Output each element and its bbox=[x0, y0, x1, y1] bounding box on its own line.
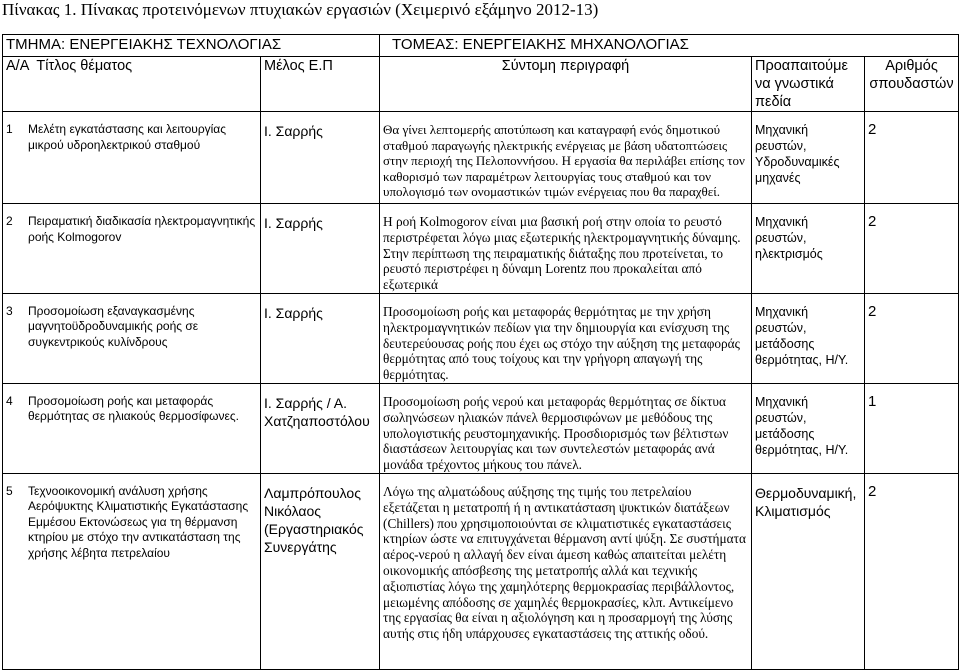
table-caption: Πίνακας 1. Πίνακας προτεινόμενων πτυχιακών εργασιών (Χειμερινό εξάμηνο 2012-13) bbox=[2, 0, 599, 19]
department-row bbox=[3, 35, 959, 57]
row-title: Προσομοίωση ροής και μεταφοράς θερμότητας σε ηλιακούς θερμοσίφωνες. bbox=[28, 393, 240, 424]
description-cell: Η ροή Kolmogorov είναι μια βασική ροή στην οποία το ρευστό περιστρέφεται λόγω μιας εξωτερικής ηλεκτρομαγνητικής δύναμης. Στην περίπτωση της πειραματικής διάταξης που προτείνεται, το ρευστό περιστρέφει η δύναμη Lorentz που προκαλείται από εξωτερικά bbox=[380, 204, 752, 294]
table-row bbox=[3, 112, 959, 204]
description-cell: Προσομοίωση ροής νερού και μεταφοράς θερμότητας σε δίκτυα σωληνώσεων ηλιακών πάνελ θερμοσιφώνων με μεθόδους της υπολογιστικής ρευστομηχανικής. Προσδιορισμός των βέλτιστων διαστάσεων λειτουργίας και των συντελεστών μεταφοράς ανά μονάδα τρέχοντος μήκους του πάνελ. bbox=[380, 383, 752, 473]
member-cell: Ι. Σαρρής bbox=[261, 293, 380, 383]
row-number: 5 bbox=[6, 483, 13, 498]
member-cell: Λαμπρόπουλος Νικόλαος (Εργαστηριακός Συνεργάτης bbox=[261, 473, 380, 669]
header-row bbox=[3, 57, 959, 112]
prereq-cell: Θερμοδυναμική, Κλιματισμός bbox=[752, 473, 865, 669]
header-description: Σύντομη περιγραφή bbox=[380, 57, 752, 112]
header-students: Αριθμός σπουδαστών bbox=[865, 57, 959, 112]
students-cell: 2 bbox=[865, 473, 959, 669]
title-cell bbox=[3, 112, 261, 204]
table-row bbox=[3, 473, 959, 669]
description-cell: Θα γίνει λεπτομερής αποτύπωση και καταγραφή ενός δημοτικού σταθμού παραγωγής ηλεκτρικής ενέργειας με βάση υδατοπτώσεις στην περιοχή της Πελοποννήσου. Η εργασία θα περιλάβει επίσης τον καθορισμό των παραμέτρων λειτουργίας τους σταθμού και τον υπολογισμό των ονομαστικών τιμών ενέργειας που θα παραχθεί. bbox=[380, 112, 752, 204]
sector-label: ΤΟΜΕΑΣ: ΕΝΕΡΓΕΙΑΚΗΣ ΜΗΧΑΝΟΛΟΓΙΑΣ bbox=[380, 35, 959, 57]
table-row bbox=[3, 204, 959, 294]
students-cell: 2 bbox=[865, 112, 959, 204]
row-title: Πειραματική διαδικασία ηλεκτρομαγνητικής ροής Kolmogorov bbox=[28, 214, 256, 244]
students-cell: 2 bbox=[865, 204, 959, 294]
member-cell: Ι. Σαρρής bbox=[261, 112, 380, 204]
students-cell: 2 bbox=[865, 293, 959, 383]
title-cell bbox=[3, 383, 261, 473]
row-title: Τεχνοοικονομική ανάλυση χρήσης Αερόψυκτης Κλιματιστικής Εγκατάστασης Εμμέσου Εκτονώσεως για τη θέρμανση κτηρίου με στόχο την αντικατάσταση της χρήσης λέβητα πετρελαίου bbox=[28, 483, 249, 560]
table-row bbox=[3, 383, 959, 473]
row-number: 3 bbox=[6, 303, 13, 318]
member-cell: Ι. Σαρρής / Α. Χατζηαποστόλου bbox=[261, 383, 380, 473]
department-label: ΤΜΗΜΑ: ΕΝΕΡΓΕΙΑΚΗΣ ΤΕΧΝΟΛΟΓΙΑΣ bbox=[3, 35, 380, 57]
title-cell bbox=[3, 473, 261, 669]
row-title: Μελέτη εγκατάστασης και λειτουργίας μικρού υδροηλεκτρικού σταθμού bbox=[28, 122, 227, 152]
header-prereq: Προαπαιτούμε να γνωστικά πεδία bbox=[752, 57, 865, 112]
row-number: 4 bbox=[6, 393, 13, 408]
row-title: Προσομοίωση εξαναγκασμένης μαγνητοϋδροδυναμικής ροής σε συγκεντρικούς κυλίνδρους bbox=[28, 303, 199, 349]
table-row bbox=[3, 293, 959, 383]
prereq-cell: Μηχανική ρευστών, Υδροδυναμικές μηχανές bbox=[752, 112, 865, 204]
header-member: Μέλος Ε.Π bbox=[261, 57, 380, 112]
students-cell: 1 bbox=[865, 383, 959, 473]
member-cell: Ι. Σαρρής bbox=[261, 204, 380, 294]
title-cell bbox=[3, 204, 261, 294]
description-cell: Λόγω της αλματώδους αύξησης της τιμής του πετρελαίου εξετάζεται η μετατροπή ή η αντικατάσταση ψυκτικών διατάξεων (Chillers) που χρησιμοποιούνται σε κλιματιστικές εγκαταστάσεις κτηρίων ώστε να επιτυγχάνεται θέρμανση αντί ψύξη. Σε συστήματα αέρος-νερού η αλλαγή δεν είναι άμεση καθώς απαιτείται μελέτη οικονομικής απόσβεσης της μετατροπής αλλά και τεχνικής αξιοπιστίας λόγω της χαμηλότερης θερμοκρασίας περιβάλλοντος, μειωμένης απόδοσης σε χαμηλές θερμοκρασίες, κλπ. Αντικείμενο της εργασίας θα είναι η αξιολόγηση και η προσαρμογή της λύσης αυτής στις ήδη υπάρχουσες εγκαταστάσεις της αττικής οδού. bbox=[380, 473, 752, 669]
description-cell: Προσομοίωση ροής και μεταφοράς θερμότητας με την χρήση ηλεκτρομαγνητικών πεδίων για την δημιουργία και ενίσχυση της δευτερεύουσας ροής που έχει ως στόχο την αύξηση της μεταφοράς θερμότητας από τους τοίχους και την γρήγορη απαγωγή της θερμότητας. bbox=[380, 293, 752, 383]
title-cell bbox=[3, 293, 261, 383]
header-title: Α/Α Τίτλος θέματος bbox=[3, 57, 261, 112]
row-number: 1 bbox=[6, 122, 13, 136]
prereq-cell: Μηχανική ρευστών, μετάδοσης θερμότητας, Η/Υ. bbox=[752, 383, 865, 473]
row-number: 2 bbox=[6, 214, 13, 228]
theses-table bbox=[2, 34, 959, 670]
prereq-cell: Μηχανική ρευστών, ηλεκτρισμός bbox=[752, 204, 865, 294]
prereq-cell: Μηχανική ρευστών, μετάδοσης θερμότητας, Η/Υ. bbox=[752, 293, 865, 383]
